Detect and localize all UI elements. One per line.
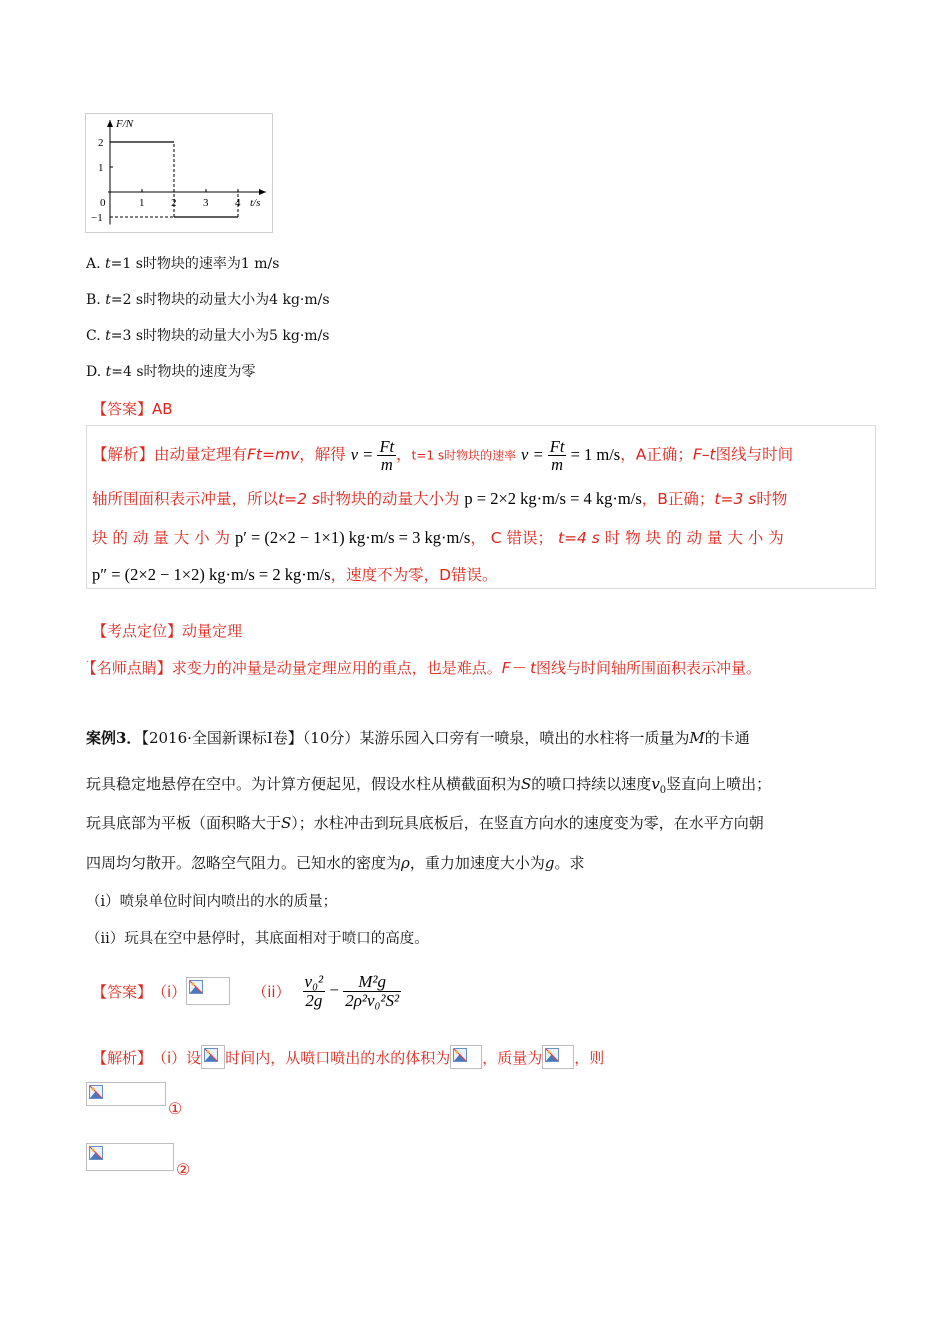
analysis-text: 时物块的动量大小为: [319, 490, 460, 508]
broken-image-icon: [189, 980, 203, 994]
mingshi-text: 图线与时间轴所围面积表示冲量。: [536, 659, 762, 677]
option-text: =1 s时物块的速率为1 m/s: [110, 256, 280, 272]
option-t: t: [105, 364, 112, 380]
v-result: v = $\frac{Ft}{m}$ = 1 m/s: [521, 437, 621, 475]
case3-label: 案例3．: [86, 729, 142, 747]
case3-text: 玩具底部为平板（面积略大于: [86, 814, 282, 832]
equation-2-image-placeholder: [86, 1143, 174, 1171]
case3-text: 【2016·全国新课标Ⅰ卷】（10分）某游乐园入口旁有一喷泉，喷出的水柱将一质量为: [141, 729, 690, 747]
analysis3-line: [92, 1045, 604, 1069]
eq-p3: p′ = (2×2 − 1×1) kg·m/s = 3 kg·m/s: [235, 528, 471, 547]
eq-ft-mv: Ft=mv: [247, 445, 300, 464]
case3-text: ，重力加速度大小为: [409, 854, 545, 872]
analysis-text: ，解得: [299, 445, 346, 464]
x-tick-label: 1: [139, 197, 145, 209]
kaodian-line: [92, 620, 242, 641]
broken-image-icon: [89, 1146, 103, 1160]
case3-line-1: [86, 727, 750, 748]
equation-1-row: [86, 1082, 183, 1118]
analysis-text: 轴所围面积表示冲量，所以: [92, 490, 279, 508]
case3-text: v: [651, 775, 660, 793]
broken-image-icon: [545, 1048, 559, 1062]
option-t: t: [105, 328, 111, 344]
analysis-text: t=2 s: [278, 490, 320, 508]
eq-p4: p″ = (2×2 − 1×2) kg·m/s = 2 kg·m/s: [92, 565, 331, 584]
option-item: [86, 253, 279, 273]
answer-line: [92, 398, 173, 419]
analysis3-text: （i）设: [152, 1048, 202, 1067]
option-item: [86, 325, 329, 345]
analysis-text: 块 的 动 量 大 小 为: [92, 529, 231, 547]
option-t: t: [105, 292, 111, 308]
case3-text: M: [689, 729, 705, 747]
answer-label: 【答案】: [92, 400, 153, 418]
case3-text: 。求: [554, 854, 585, 872]
analysis-text: ，B正确；: [641, 490, 715, 508]
broken-image-icon: [453, 1048, 467, 1062]
y-tick-label: 2: [98, 137, 104, 149]
case3-text: 的卡通: [704, 729, 750, 747]
equation-number-1: ①: [168, 1099, 183, 1118]
analysis-text: ，A正确；: [620, 445, 693, 464]
analysis3-text: ，质量为: [482, 1048, 543, 1067]
mingshi-line: ·【名师点睛】求变力的冲量是动量定理应用的重点，也是难点。F－ t图线与时间轴所围面积表示冲量。: [86, 657, 762, 677]
analysis-text: 图线与时间: [715, 445, 794, 464]
option-letter: B.: [86, 292, 101, 308]
broken-image-icon: [204, 1048, 218, 1062]
x-tick-label: 3: [203, 197, 209, 209]
x-axis-label: t/s: [250, 197, 261, 209]
force-time-chart: [85, 113, 273, 233]
option-letter: D.: [86, 364, 102, 380]
case3-line-3: [86, 812, 764, 833]
analysis-text: 【解析】由动量定理有: [92, 445, 248, 464]
analysis-text: ， C 错误；: [470, 529, 553, 547]
case3-line-2: [86, 773, 771, 796]
mingshi-text: F－ t: [501, 659, 536, 677]
case3-text: ）；水柱冲击到玩具底板后，在竖直方向水的速度变为零，在水平方向朝: [291, 814, 764, 832]
option-text: =2 s时物块的动量大小为4 kg·m/s: [110, 292, 330, 308]
analysis-text: ，速度不为零，D错误。: [330, 566, 498, 584]
kaodian-value: 动量定理: [182, 622, 243, 640]
option-text: =3 s时物块的动量大小为5 kg·m/s: [110, 328, 330, 344]
option-item: [86, 289, 330, 309]
chart-svg: [86, 114, 272, 232]
analysis-text: 时 物 块 的 动 量 大 小 为: [604, 529, 784, 547]
option-letter: C.: [86, 328, 101, 344]
y-axis-label: F/N: [116, 118, 134, 130]
eq-p2: p = 2×2 kg·m/s = 4 kg·m/s: [464, 489, 642, 508]
mass-image-placeholder: [542, 1045, 574, 1069]
analysis-line-3: [92, 526, 784, 548]
question-i: （i）喷泉单位时间内喷出的水的质量；: [86, 894, 338, 910]
equation-1-image-placeholder: [86, 1082, 166, 1106]
answer3-label: 【答案】: [92, 982, 153, 1001]
analysis-text: 时物: [756, 490, 788, 508]
analysis-text: ，: [396, 445, 412, 464]
answer3-ii: （ii）: [252, 982, 291, 1001]
mingshi-text: 求变力的冲量是动量定理应用的重点，也是难点。: [171, 659, 502, 677]
equation-number-2: ②: [176, 1160, 191, 1179]
analysis3-label: 【解析】: [92, 1048, 153, 1067]
kaodian-label: 【考点定位】: [92, 622, 183, 640]
case3-text: ρ: [401, 854, 410, 872]
analysis-text: t=4 s: [557, 529, 600, 547]
case3-text: 竖直向上喷出；: [666, 775, 772, 793]
analysis3-text: ，则: [574, 1048, 605, 1067]
analysis3-text: 时间内，从喷口喷出的水的体积为: [225, 1048, 451, 1067]
option-letter: A.: [86, 256, 101, 272]
analysis-line-4: [92, 563, 498, 585]
equation-2-row: [86, 1143, 191, 1179]
case3-text: 玩具稳定地悬停在空中。为计算方便起见，假设水柱从横截面积为: [86, 775, 522, 793]
answer3-image-placeholder: [186, 977, 230, 1005]
v-formula: v = $\frac{Ft}{m}$: [350, 437, 395, 475]
answer3-line: [92, 966, 401, 1016]
answer3-i: （i）: [152, 982, 187, 1001]
case3-text: S: [521, 775, 532, 793]
case3-line-4: [86, 852, 584, 873]
question-ii: （ii）玩具在空中悬停时，其底面相对于喷口的高度。: [86, 931, 429, 947]
analysis-text: t=1 s时物块的速率: [411, 448, 517, 463]
x-tick-label: 0: [100, 197, 106, 209]
mingshi-label: 【名师点睛】: [89, 659, 172, 677]
option-text: =4 s时物块的速度为零: [111, 364, 256, 380]
case3-text: S: [281, 814, 292, 832]
analysis-text: F–t: [692, 445, 716, 464]
analysis-line-2: [92, 487, 787, 509]
x-tick-label: 2: [171, 197, 177, 209]
answer3-formula: $\frac{\text{v₀²}}{2g}$ − $\frac{\text{M²g}}{\text{2ρ²v₀²S²}}$: [304, 971, 400, 1010]
case3-text: 0: [659, 785, 667, 796]
delta-t-image-placeholder: [201, 1045, 225, 1069]
volume-image-placeholder: [450, 1045, 482, 1069]
x-tick-label: 4: [235, 197, 241, 209]
case3-text: g: [544, 854, 555, 872]
case3-text: 四周均匀散开。忽略空气阻力。已知水的密度为: [86, 854, 402, 872]
analysis-line-1: [92, 438, 793, 474]
option-item: [86, 361, 256, 381]
option-t: t: [105, 256, 111, 272]
analysis-text: t=3 s: [714, 490, 757, 508]
y-tick-label: −1: [91, 212, 103, 224]
broken-image-icon: [89, 1085, 103, 1099]
answer-value: AB: [152, 400, 173, 418]
case3-text: 的喷口持续以速度: [531, 775, 652, 793]
y-tick-label: 1: [98, 162, 104, 174]
